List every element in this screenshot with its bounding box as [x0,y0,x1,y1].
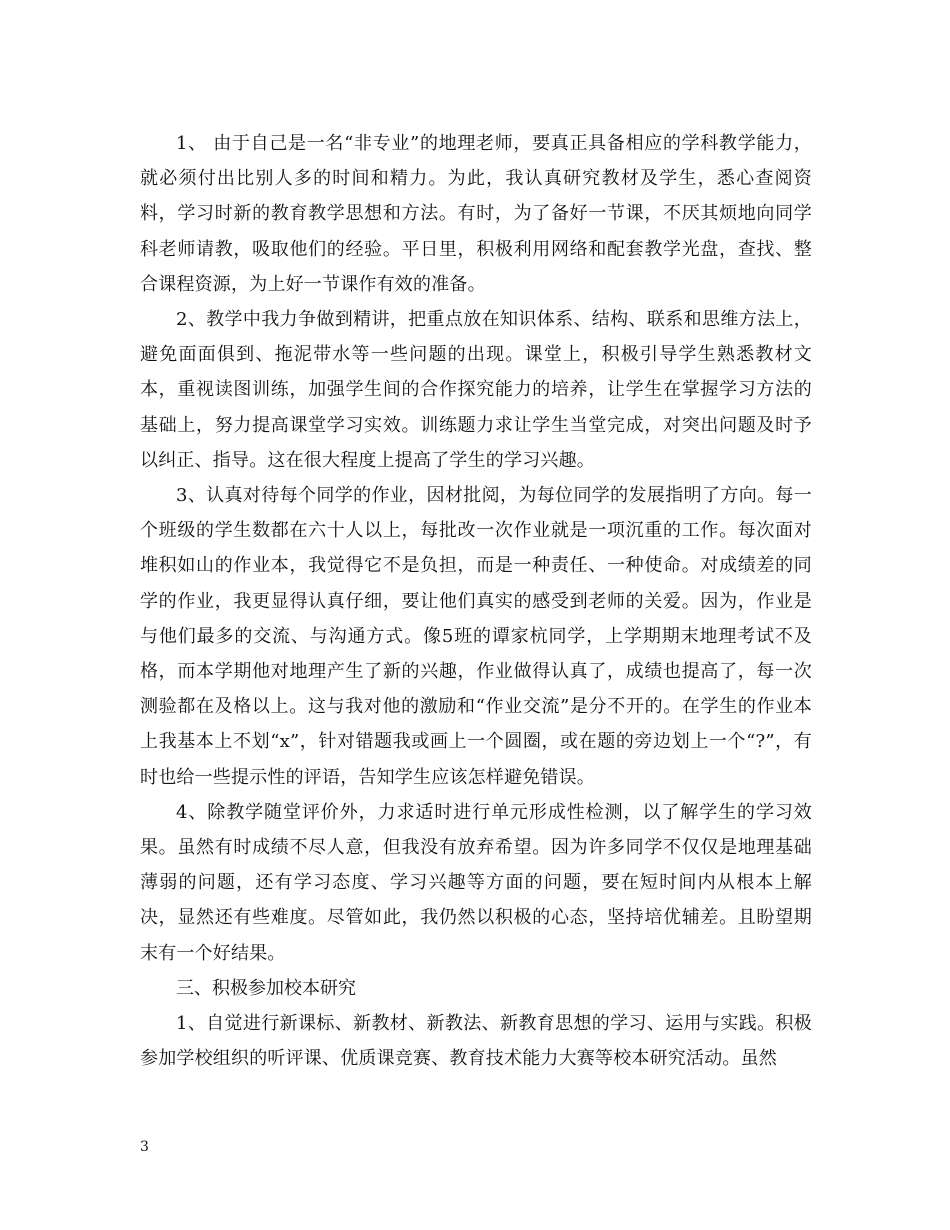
paragraph-4: 4、除教学随堂评价外，力求适时进行单元形成性检测，以了解学生的学习效果。虽然有时成绩不尽人意，但我没有放弃希望。因为许多同学不仅仅是地理基础薄弱的问题，还有学习态度、学习兴趣等方面的问题，要在短时间内从根本上解决，显然还有些难度。尽管如此，我仍然以积极的心态，坚持培优辅差。且盼望期末有一个好结果。 [140,801,812,964]
paragraph-5: 1、自觉进行新课标、新教材、新教法、新教育思想的学习、运用与实践。积极参加学校组织的听评课、优质课竞赛、教育技术能力大赛等校本研究活动。虽然 [140,1013,812,1070]
page-number: 3 [140,1139,149,1155]
section-heading: 三、积极参加校本研究 [176,977,356,999]
paragraph-2: 2、教学中我力争做到精讲，把重点放在知识体系、结构、联系和思维方法上，避免面面俱到、拖泥带水等一些问题的出现。课堂上，积极引导学生熟悉教材文本，重视读图训练，加强学生间的合作探究能力的培养，让学生在掌握学习方法的基础上，努力提高课堂学习实效。训练题力求让学生当堂完成，对突出问题及时予以纠正、指导。这在很大程度上提高了学生的学习兴趣。 [140,309,812,471]
document-body [140,126,812,1076]
paragraph-3: 3、认真对待每个同学的作业，因材批阅，为每位同学的发展指明了方向。每一个班级的学生数都在六十人以上，每批改一次作业就是一项沉重的工作。每次面对堆积如山的作业本，我觉得它不是负担，而是一种责任、一种使命。对成绩差的同学的作业，我更显得认真仔细，要让他们真实的感受到老师的关爱。因为，作业是与他们最多的交流、与沟通方式。像5班的谭家杭同学，上学期期末地理考试不及格，而本学期他对地理产生了新的兴趣，作业做得认真了，成绩也提高了，每一次测验都在及格以上。这与我对他的激励和“作业交流”是分不开的。在学生的作业本上我基本上不划“x”，针对错题我或画上一个圆圈，或在题的旁边划上一个“?”，有时也给一些提示性的评语，告知学生应该怎样避免错误。 [140,485,812,788]
paragraph-1: 1、 由于自己是一名“非专业”的地理老师，要真正具备相应的学科教学能力，就必须付出比别人多的时间和精力。为此，我认真研究教材及学生，悉心查阅资料，学习时新的教育教学思想和方法。有时，为了备好一节课，不厌其烦地向同学科老师请教，吸取他们的经验。平日里，积极利用网络和配套教学光盘，查找、整合课程资源，为上好一节课作有效的准备。 [140,133,812,295]
